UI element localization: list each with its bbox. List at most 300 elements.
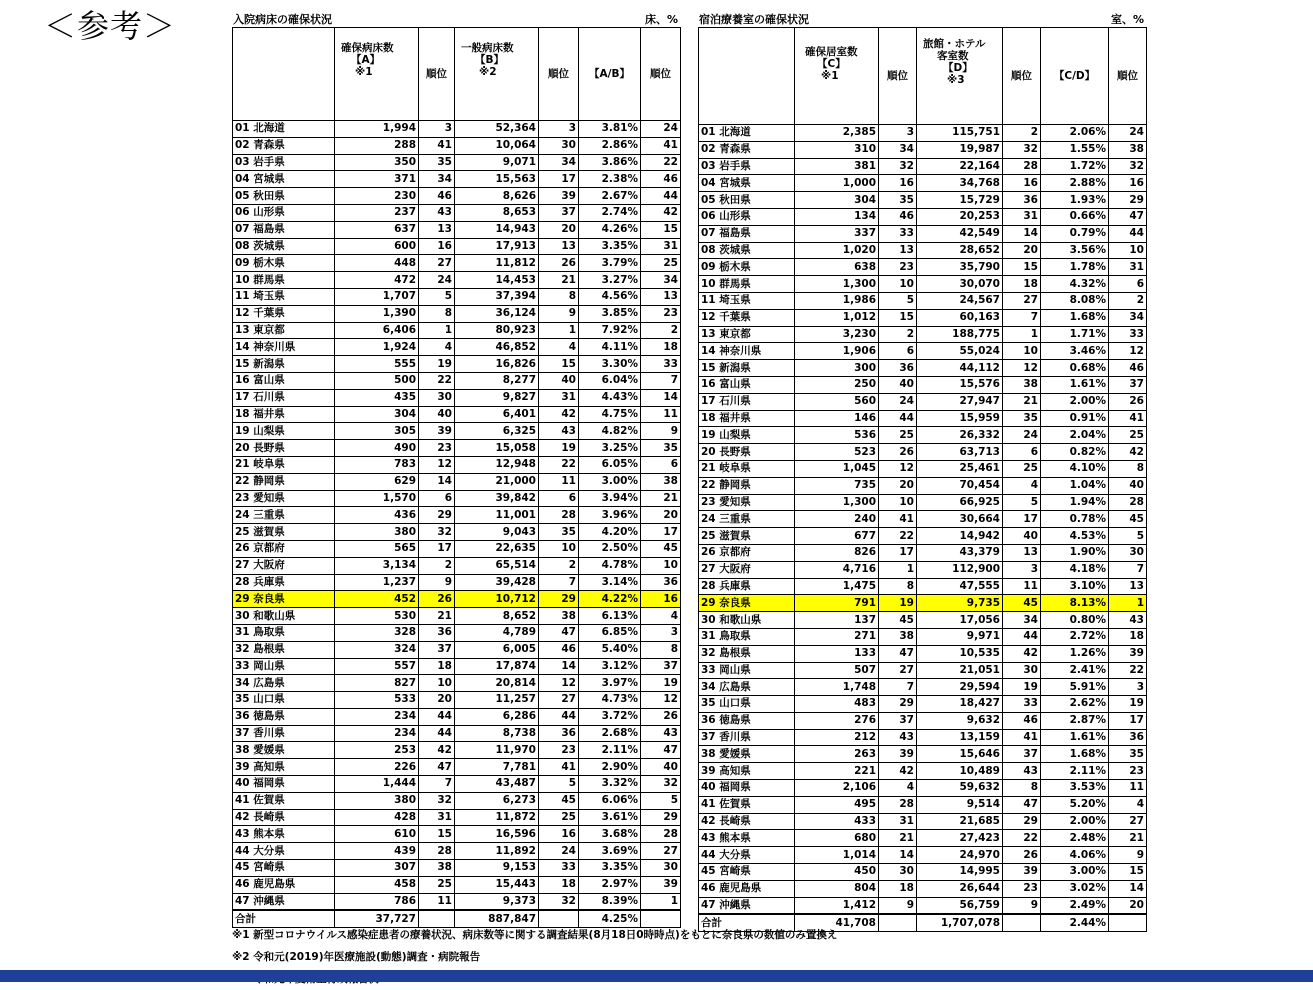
value-cell: 3.96% <box>579 507 641 524</box>
value-cell: 9 <box>1003 897 1041 914</box>
value-cell: 3,134 <box>335 557 419 574</box>
value-cell: 3.25% <box>579 440 641 457</box>
value-cell: 230 <box>335 188 419 205</box>
value-cell: 25 <box>419 876 455 893</box>
value-cell <box>1003 914 1041 931</box>
value-cell: 27 <box>641 843 681 860</box>
value-cell: 7 <box>539 574 579 591</box>
value-cell: 10 <box>879 276 917 293</box>
table-row <box>233 154 681 171</box>
value-cell: 37,394 <box>455 288 539 305</box>
value-cell: 3 <box>419 121 455 138</box>
value-cell: 13 <box>879 242 917 259</box>
value-cell: 507 <box>795 662 879 679</box>
value-cell: 12 <box>419 456 455 473</box>
table-row <box>233 624 681 641</box>
value-cell: 134 <box>795 208 879 225</box>
value-cell: 8.13% <box>1041 595 1109 612</box>
value-cell: 234 <box>335 725 419 742</box>
value-cell: 15,729 <box>917 192 1003 209</box>
value-cell: 6,401 <box>455 406 539 423</box>
prefecture-cell: 34 広島県 <box>699 679 795 696</box>
value-cell: 677 <box>795 528 879 545</box>
value-cell: 32 <box>419 792 455 809</box>
value-cell: 9,373 <box>455 893 539 910</box>
rooms-header-c-rank: 順位 <box>879 28 917 125</box>
value-cell: 1 <box>1109 595 1147 612</box>
value-cell: 533 <box>335 692 419 709</box>
prefecture-cell: 35 山口県 <box>233 692 335 709</box>
value-cell: 0.79% <box>1041 225 1109 242</box>
value-cell: 30 <box>539 137 579 154</box>
value-cell: 2.74% <box>579 204 641 221</box>
value-cell: 337 <box>795 225 879 242</box>
table-row <box>233 893 681 910</box>
prefecture-cell: 30 和歌山県 <box>233 608 335 625</box>
value-cell: 21,000 <box>455 473 539 490</box>
value-cell: 28 <box>879 796 917 813</box>
value-cell: 11 <box>419 893 455 910</box>
table-row <box>233 423 681 440</box>
table-row <box>233 238 681 255</box>
prefecture-cell: 40 福岡県 <box>233 776 335 793</box>
value-cell: 350 <box>335 154 419 171</box>
value-cell: 3 <box>879 125 917 142</box>
value-cell: 34 <box>419 171 455 188</box>
value-cell: 32 <box>1109 158 1147 175</box>
table-row <box>699 544 1147 561</box>
value-cell: 41 <box>539 759 579 776</box>
value-cell: 20,253 <box>917 208 1003 225</box>
value-cell: 4.82% <box>579 423 641 440</box>
table-row <box>233 675 681 692</box>
value-cell: 19 <box>1109 696 1147 713</box>
table-row <box>233 372 681 389</box>
value-cell: 16 <box>419 238 455 255</box>
value-cell: 6 <box>1109 276 1147 293</box>
value-cell: 36 <box>641 574 681 591</box>
value-cell: 30 <box>1003 662 1041 679</box>
value-cell: 22 <box>419 372 455 389</box>
value-cell: 15 <box>539 356 579 373</box>
beds-table-panel <box>232 12 680 928</box>
value-cell: 1.04% <box>1041 477 1109 494</box>
value-cell: 35 <box>1003 410 1041 427</box>
prefecture-cell: 41 佐賀県 <box>699 796 795 813</box>
value-cell: 1.94% <box>1041 494 1109 511</box>
table-row <box>699 208 1147 225</box>
prefecture-cell: 09 栃木県 <box>699 259 795 276</box>
table-row <box>699 578 1147 595</box>
value-cell: 41 <box>1003 729 1041 746</box>
value-cell: 42,549 <box>917 225 1003 242</box>
value-cell: 6 <box>641 456 681 473</box>
value-cell: 530 <box>335 608 419 625</box>
table-row <box>699 897 1147 914</box>
value-cell: 14 <box>539 658 579 675</box>
value-cell: 33 <box>879 225 917 242</box>
value-cell: 18 <box>1003 276 1041 293</box>
value-cell: 20 <box>641 507 681 524</box>
value-cell: 2 <box>1109 292 1147 309</box>
value-cell: 4.56% <box>579 288 641 305</box>
value-cell: 9 <box>879 897 917 914</box>
value-cell: 1,412 <box>795 897 879 914</box>
value-cell: 14,995 <box>917 864 1003 881</box>
bottom-bar <box>0 970 1313 982</box>
prefecture-cell: 18 福井県 <box>699 410 795 427</box>
prefecture-cell: 01 北海道 <box>233 121 335 138</box>
table-row <box>699 309 1147 326</box>
value-cell: 305 <box>335 423 419 440</box>
prefecture-cell: 09 栃木県 <box>233 255 335 272</box>
table-row <box>233 608 681 625</box>
value-cell: 18 <box>1109 628 1147 645</box>
prefecture-cell: 23 愛知県 <box>699 494 795 511</box>
value-cell: 16 <box>1109 175 1147 192</box>
prefecture-cell: 32 島根県 <box>233 641 335 658</box>
value-cell: 43 <box>879 729 917 746</box>
table-row <box>699 662 1147 679</box>
value-cell: 18 <box>879 880 917 897</box>
value-cell: 0.91% <box>1041 410 1109 427</box>
value-cell: 35 <box>879 192 917 209</box>
value-cell: 6.13% <box>579 608 641 625</box>
table-row <box>699 864 1147 881</box>
table-row <box>233 188 681 205</box>
value-cell: 47 <box>419 759 455 776</box>
value-cell: 29 <box>539 591 579 608</box>
value-cell: 30,664 <box>917 511 1003 528</box>
value-cell: 35,790 <box>917 259 1003 276</box>
value-cell: 39 <box>1109 645 1147 662</box>
value-cell: 234 <box>335 708 419 725</box>
value-cell: 324 <box>335 641 419 658</box>
value-cell: 2,385 <box>795 125 879 142</box>
table-row <box>233 692 681 709</box>
value-cell: 450 <box>795 864 879 881</box>
value-cell: 9,827 <box>455 389 539 406</box>
value-cell: 3.27% <box>579 272 641 289</box>
value-cell: 23 <box>1109 763 1147 780</box>
value-cell: 2,106 <box>795 780 879 797</box>
value-cell: 112,900 <box>917 561 1003 578</box>
value-cell: 304 <box>335 406 419 423</box>
value-cell: 2.86% <box>579 137 641 154</box>
value-cell: 65,514 <box>455 557 539 574</box>
value-cell: 27 <box>1003 292 1041 309</box>
value-cell: 2 <box>419 557 455 574</box>
value-cell: 600 <box>335 238 419 255</box>
table-row <box>233 826 681 843</box>
value-cell: 2 <box>879 326 917 343</box>
beds-caption <box>232 12 680 27</box>
value-cell: 46 <box>879 208 917 225</box>
prefecture-cell: 11 埼玉県 <box>699 292 795 309</box>
value-cell: 39 <box>1003 864 1041 881</box>
prefecture-cell: 16 富山県 <box>699 376 795 393</box>
value-cell: 9,971 <box>917 628 1003 645</box>
value-cell: 2.68% <box>579 725 641 742</box>
prefecture-cell: 05 秋田県 <box>699 192 795 209</box>
table-row <box>699 444 1147 461</box>
value-cell: 40 <box>1003 528 1041 545</box>
prefecture-cell: 15 新潟県 <box>233 356 335 373</box>
value-cell: 38 <box>641 473 681 490</box>
value-cell: 30,070 <box>917 276 1003 293</box>
value-cell: 288 <box>335 137 419 154</box>
value-cell: 31 <box>419 809 455 826</box>
table-row <box>233 288 681 305</box>
table-row <box>699 712 1147 729</box>
value-cell: 12 <box>879 460 917 477</box>
rooms-header-d: 旅館・ホテル 客室数 【D】 ※3 <box>917 28 1003 125</box>
value-cell: 3.61% <box>579 809 641 826</box>
value-cell: 26 <box>641 708 681 725</box>
value-cell: 1,000 <box>795 175 879 192</box>
value-cell: 1.61% <box>1041 729 1109 746</box>
value-cell: 2.11% <box>1041 763 1109 780</box>
value-cell: 6,273 <box>455 792 539 809</box>
table-row <box>233 641 681 658</box>
table-row <box>699 612 1147 629</box>
value-cell: 4.75% <box>579 406 641 423</box>
value-cell: 44 <box>539 708 579 725</box>
value-cell: 15,646 <box>917 746 1003 763</box>
value-cell: 1.93% <box>1041 192 1109 209</box>
value-cell: 21 <box>641 490 681 507</box>
value-cell: 887,847 <box>455 910 539 927</box>
value-cell: 1.26% <box>1041 645 1109 662</box>
value-cell: 1 <box>641 893 681 910</box>
value-cell: 26,332 <box>917 427 1003 444</box>
beds-unit: 床、% <box>644 13 678 26</box>
value-cell: 10 <box>879 494 917 511</box>
prefecture-cell: 42 長崎県 <box>233 809 335 826</box>
value-cell: 30 <box>419 389 455 406</box>
value-cell: 536 <box>795 427 879 444</box>
value-cell: 3.46% <box>1041 343 1109 360</box>
value-cell: 27,423 <box>917 830 1003 847</box>
prefecture-cell: 31 鳥取県 <box>233 624 335 641</box>
value-cell: 44 <box>419 725 455 742</box>
value-cell: 26 <box>419 591 455 608</box>
value-cell: 1,014 <box>795 847 879 864</box>
table-row <box>233 406 681 423</box>
reference-label: ＜参考＞ <box>44 7 177 45</box>
value-cell: 4.22% <box>579 591 641 608</box>
value-cell: 9 <box>1109 847 1147 864</box>
beds-header-a: 確保病床数 【A】 ※1 <box>335 28 419 121</box>
value-cell: 2 <box>641 322 681 339</box>
value-cell: 2.50% <box>579 540 641 557</box>
value-cell: 31 <box>539 389 579 406</box>
value-cell: 13 <box>641 288 681 305</box>
value-cell: 4.73% <box>579 692 641 709</box>
prefecture-cell: 06 山形県 <box>233 204 335 221</box>
value-cell: 2.48% <box>1041 830 1109 847</box>
value-cell: 137 <box>795 612 879 629</box>
table-row <box>233 171 681 188</box>
value-cell: 555 <box>335 356 419 373</box>
prefecture-cell: 24 三重県 <box>233 507 335 524</box>
value-cell: 452 <box>335 591 419 608</box>
value-cell: 1.72% <box>1041 158 1109 175</box>
value-cell: 25 <box>1003 460 1041 477</box>
value-cell: 26 <box>1109 393 1147 410</box>
value-cell: 6,406 <box>335 322 419 339</box>
value-cell: 11,892 <box>455 843 539 860</box>
prefecture-cell: 30 和歌山県 <box>699 612 795 629</box>
value-cell: 565 <box>335 540 419 557</box>
value-cell: 26,644 <box>917 880 1003 897</box>
value-cell: 31 <box>879 813 917 830</box>
value-cell: 25,461 <box>917 460 1003 477</box>
beds-table <box>232 27 681 928</box>
value-cell: 11,001 <box>455 507 539 524</box>
value-cell: 37,727 <box>335 910 419 927</box>
value-cell: 21 <box>539 272 579 289</box>
value-cell: 46,852 <box>455 339 539 356</box>
value-cell: 35 <box>641 440 681 457</box>
prefecture-cell: 08 茨城県 <box>233 238 335 255</box>
value-cell: 10 <box>419 675 455 692</box>
value-cell: 3.68% <box>579 826 641 843</box>
rooms-table-body <box>699 125 1147 932</box>
value-cell: 41 <box>641 137 681 154</box>
prefecture-cell: 20 長野県 <box>699 444 795 461</box>
value-cell: 37 <box>879 712 917 729</box>
value-cell: 39,842 <box>455 490 539 507</box>
value-cell: 28 <box>1109 494 1147 511</box>
value-cell: 29 <box>879 696 917 713</box>
table-row <box>699 376 1147 393</box>
value-cell: 4.06% <box>1041 847 1109 864</box>
table-row <box>233 389 681 406</box>
prefecture-cell: 19 山梨県 <box>233 423 335 440</box>
value-cell: 3 <box>539 121 579 138</box>
value-cell: 45 <box>641 540 681 557</box>
beds-header-pref <box>233 28 335 121</box>
value-cell: 16 <box>641 591 681 608</box>
value-cell: 428 <box>335 809 419 826</box>
value-cell: 9,043 <box>455 524 539 541</box>
value-cell: 46 <box>1109 360 1147 377</box>
table-row <box>233 339 681 356</box>
beds-header-a-rank: 順位 <box>419 28 455 121</box>
value-cell: 39 <box>879 746 917 763</box>
prefecture-cell: 32 島根県 <box>699 645 795 662</box>
value-cell: 37 <box>419 641 455 658</box>
value-cell: 735 <box>795 477 879 494</box>
value-cell: 12 <box>641 692 681 709</box>
prefecture-cell: 03 岩手県 <box>233 154 335 171</box>
value-cell: 9,153 <box>455 860 539 877</box>
prefecture-cell: 43 熊本県 <box>699 830 795 847</box>
rooms-caption <box>698 12 1146 27</box>
value-cell: 1,748 <box>795 679 879 696</box>
value-cell: 37 <box>1003 746 1041 763</box>
table-row <box>233 137 681 154</box>
prefecture-cell: 11 埼玉県 <box>233 288 335 305</box>
table-row <box>699 158 1147 175</box>
table-row <box>699 595 1147 612</box>
value-cell: 3.12% <box>579 658 641 675</box>
prefecture-cell: 10 群馬県 <box>699 276 795 293</box>
value-cell: 52,364 <box>455 121 539 138</box>
value-cell: 60,163 <box>917 309 1003 326</box>
value-cell: 310 <box>795 141 879 158</box>
value-cell: 8 <box>419 305 455 322</box>
prefecture-cell: 34 広島県 <box>233 675 335 692</box>
value-cell: 2.00% <box>1041 393 1109 410</box>
value-cell: 47 <box>641 742 681 759</box>
value-cell: 25 <box>539 809 579 826</box>
value-cell: 1,390 <box>335 305 419 322</box>
value-cell: 0.80% <box>1041 612 1109 629</box>
value-cell: 40 <box>419 406 455 423</box>
value-cell: 39 <box>539 188 579 205</box>
value-cell: 6 <box>539 490 579 507</box>
value-cell: 1,045 <box>795 460 879 477</box>
value-cell: 20 <box>1109 897 1147 914</box>
value-cell: 14,943 <box>455 221 539 238</box>
prefecture-cell: 44 大分県 <box>699 847 795 864</box>
value-cell: 2.44% <box>1041 914 1109 931</box>
value-cell: 32 <box>539 893 579 910</box>
table-row <box>699 494 1147 511</box>
prefecture-cell: 45 宮崎県 <box>699 864 795 881</box>
rooms-unit: 室、% <box>1110 13 1144 26</box>
table-row <box>699 460 1147 477</box>
value-cell: 7.92% <box>579 322 641 339</box>
value-cell: 2.04% <box>1041 427 1109 444</box>
value-cell: 12,948 <box>455 456 539 473</box>
value-cell: 32 <box>1003 141 1041 158</box>
value-cell: 16,596 <box>455 826 539 843</box>
value-cell: 21,685 <box>917 813 1003 830</box>
prefecture-cell: 19 山梨県 <box>699 427 795 444</box>
value-cell: 7,781 <box>455 759 539 776</box>
table-row <box>233 221 681 238</box>
value-cell: 4.25% <box>579 910 641 927</box>
value-cell: 19 <box>641 675 681 692</box>
value-cell: 35 <box>1109 746 1147 763</box>
prefecture-cell: 26 京都府 <box>699 544 795 561</box>
value-cell: 4.43% <box>579 389 641 406</box>
value-cell: 6,286 <box>455 708 539 725</box>
value-cell: 43,487 <box>455 776 539 793</box>
value-cell: 46 <box>539 641 579 658</box>
prefecture-cell: 44 大分県 <box>233 843 335 860</box>
value-cell: 1,300 <box>795 494 879 511</box>
value-cell: 35 <box>419 154 455 171</box>
table-row <box>699 225 1147 242</box>
value-cell: 14 <box>879 847 917 864</box>
value-cell: 5.91% <box>1041 679 1109 696</box>
value-cell: 7 <box>1003 309 1041 326</box>
table-row <box>699 645 1147 662</box>
value-cell: 40 <box>879 376 917 393</box>
value-cell: 15,576 <box>917 376 1003 393</box>
value-cell: 47 <box>879 645 917 662</box>
value-cell: 46 <box>641 171 681 188</box>
prefecture-cell: 25 滋賀県 <box>699 528 795 545</box>
value-cell: 2.62% <box>1041 696 1109 713</box>
value-cell: 17 <box>1003 511 1041 528</box>
value-cell: 2.90% <box>579 759 641 776</box>
value-cell: 21 <box>1003 393 1041 410</box>
